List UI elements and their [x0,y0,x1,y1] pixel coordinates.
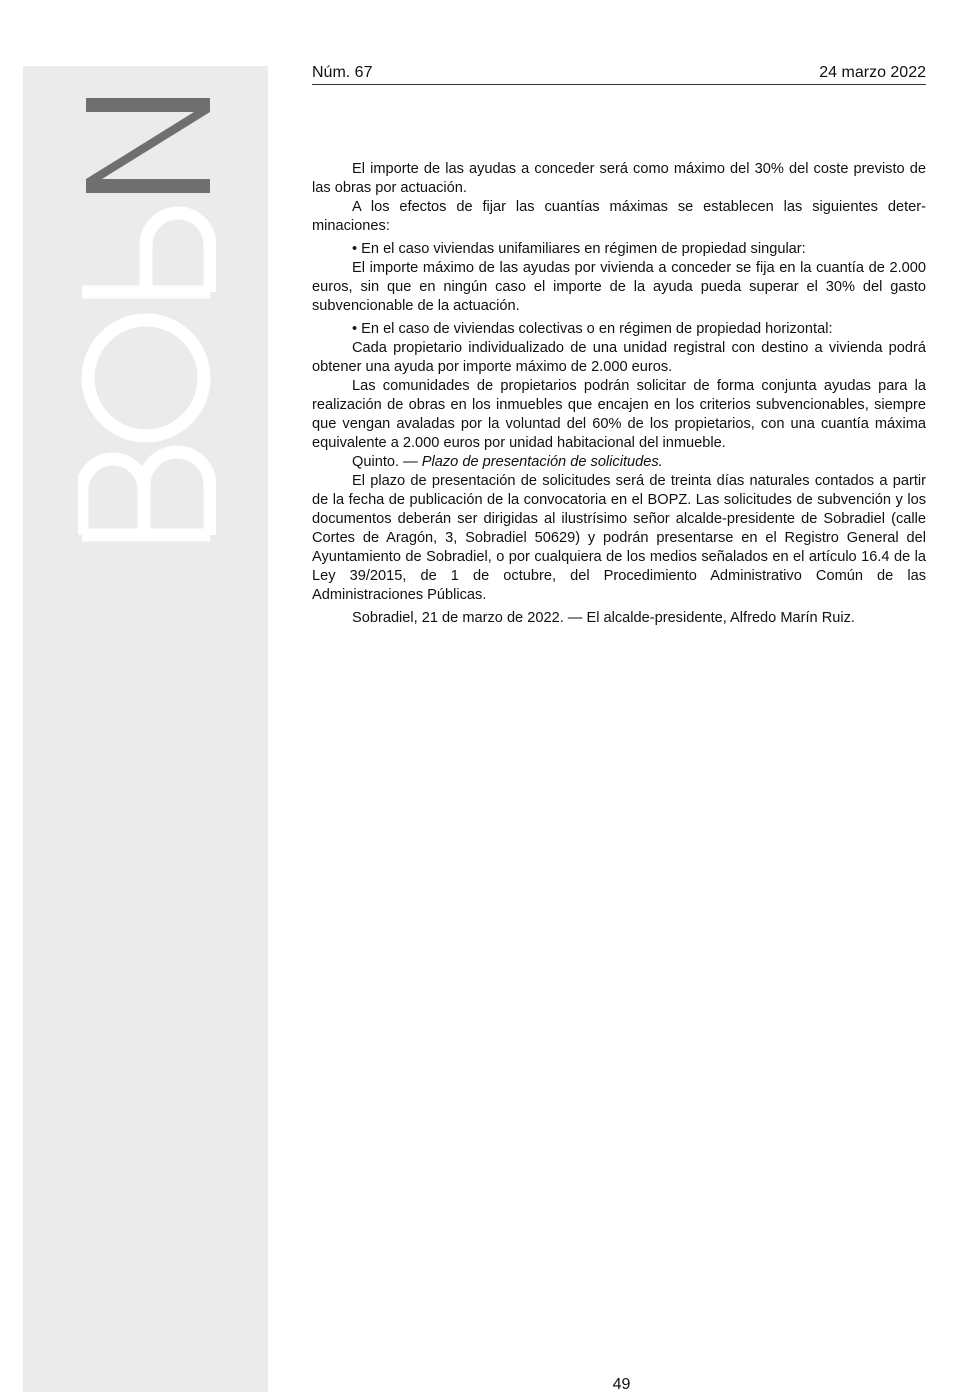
bullet-collective: • En el caso de viviendas colectivas o en régimen de propiedad horizontal: [352,321,833,337]
issue-number: Núm. 67 [312,64,373,81]
section-quinto [312,453,926,472]
document-body [312,160,926,628]
paragraph-determinations: A los efectos de fijar las cuantías máximas se establecen las siguientes determinaciones: [312,199,926,234]
issue-date: 24 marzo 2022 [819,64,926,81]
bopz-logo-graphic [78,95,216,545]
signature-line: Sobradiel, 21 de marzo de 2022. — El alcalde-presidente, Alfredo Marín Ruiz. [352,610,855,626]
paragraph-owner-amount: Cada propietario individualizado de una unidad registral con destino a vivienda podrá obtener una ayuda por importe máximo de 2.000 euros. [312,340,926,375]
page-number: 49 [612,1376,631,1393]
bullet-single-family: • En el caso viviendas unifamiliares en régimen de propiedad singular: [352,241,806,257]
paragraph-deadline: El plazo de presentación de solicitudes será de treinta días naturales contados a partir de la fecha de publicación de la convocatoria en el BOPZ. Las solicitudes de subvención y los documentos deberán ser dirigidas al ilustrísimo señor alcalde-presidente de Sobradiel (calle Cortes de Aragón, 3, Sobradiel 50629) y podrán presentarse en el Registro General del Ayuntamiento de Sobradiel, o por cualquiera de los medios señalados en el artículo 16.4 de la Ley 39/2015, de 1 de octubre, del Procedimiento Administrativo Común de las Administraciones Públicas. [312,473,926,603]
section-lead: Quinto. — [352,454,422,470]
paragraph-communities: Las comunidades de propietarios podrán solicitar de forma conjunta ayudas para la realización de obras en los inmuebles que encajen en los criterios subvencionables, siempre que vengan avaladas por la voluntad del 60% de los propietarios, con una cuantía máxima equivalente a 2.000 euros por unidad habitacional del inmueble. [312,378,926,451]
bopz-logo [78,95,216,545]
paragraph-single-family-amount: El importe máximo de las ayudas por vivienda a conceder se fija en la cuantía de 2.000 euros, sin que en ningún caso el importe de la ayuda pueda superar el 30% del gasto subvencionable de la actuación. [312,260,926,314]
paragraph-max-aid: El importe de las ayudas a conceder será como máximo del 30% del coste previsto de las obras por actuación. [312,161,926,196]
section-title: Plazo de presentación de solicitudes. [421,454,663,470]
page-header [312,62,926,85]
